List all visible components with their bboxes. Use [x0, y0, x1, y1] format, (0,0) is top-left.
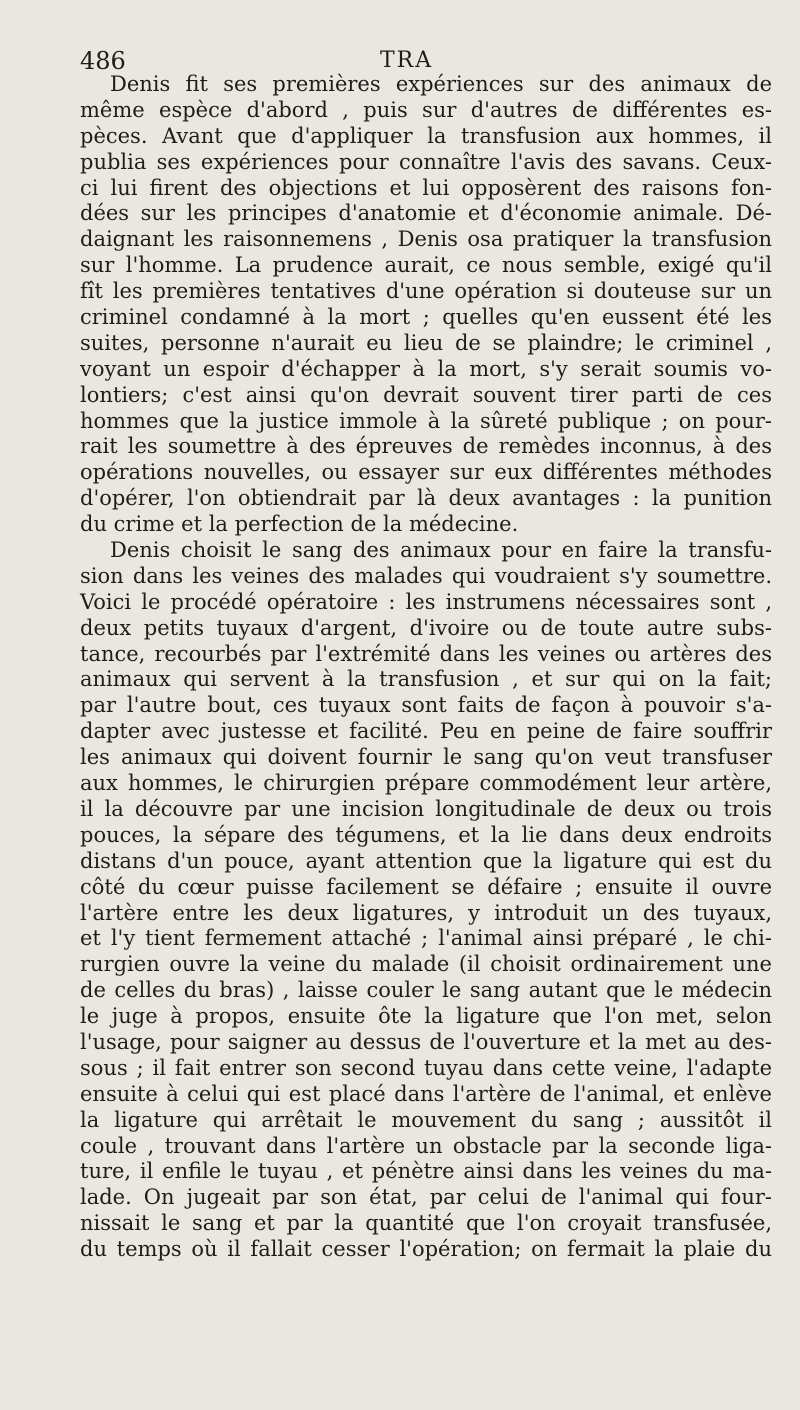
text-line: rait les soumettre à des épreuves de remèdes inconnus, à des [80, 434, 772, 459]
text-line: nissait le sang et par la quantité que l'on croyait transfusée, [80, 1211, 772, 1236]
text-line: lade. On jugeait par son état, par celui de l'animal qui four- [80, 1185, 772, 1210]
text-line: sur l'homme. La prudence aurait, ce nous semble, exigé qu'il [80, 253, 772, 278]
text-line: l'usage, pour saigner au dessus de l'ouverture et la met au des- [80, 1029, 772, 1054]
text-line: sion dans les veines des malades qui voudraient s'y soumettre. [80, 563, 772, 588]
text-line: du temps où il fallait cesser l'opération; on fermait la plaie du [80, 1237, 772, 1262]
text-line: de celles du bras) , laisse couler le sang autant que le médecin [80, 978, 772, 1003]
text-line: aux hommes, le chirurgien prépare commodément leur artère, [80, 771, 772, 796]
text-line: il la découvre par une incision longitudinale de deux ou trois [80, 796, 772, 821]
text-line: pèces. Avant que d'appliquer la transfusion aux hommes, il [80, 123, 772, 148]
text-line: et l'y tient fermement attaché ; l'animal ainsi préparé , le chi- [80, 926, 772, 951]
paragraph-1 [80, 72, 772, 538]
text-line: même espèce d'abord , puis sur d'autres de différentes es- [80, 97, 772, 122]
text-line: fît les premières tentatives d'une opération si douteuse sur un [80, 279, 772, 304]
text-line: suites, personne n'aurait eu lieu de se plaindre; le criminel , [80, 330, 772, 355]
text-line: pouces, la sépare des tégumens, et la lie dans deux endroits [80, 822, 772, 847]
text-line: deux petits tuyaux d'argent, d'ivoire ou de toute autre subs- [80, 615, 772, 640]
text-line: voyant un espoir d'échapper à la mort, s'y serait soumis vo- [80, 356, 772, 381]
text-line: sous ; il fait entrer son second tuyau dans cette veine, l'adapte [80, 1055, 772, 1080]
text-line: la ligature qui arrêtait le mouvement du sang ; aussitôt il [80, 1107, 772, 1132]
body-text [80, 72, 772, 1263]
running-title: TRA [380, 48, 434, 73]
page-number: 486 [80, 47, 126, 75]
text-line: dapter avec justesse et facilité. Peu en peine de faire souffrir [80, 719, 772, 744]
text-line: ture, il enfile le tuyau , et pénètre ainsi dans les veines du ma- [80, 1159, 772, 1184]
text-line: dées sur les principes d'anatomie et d'économie animale. Dé- [80, 201, 772, 226]
text-line: Denis choisit le sang des animaux pour en faire la transfu- [110, 538, 772, 563]
text-line: Denis fit ses premières expériences sur des animaux de [110, 72, 772, 96]
text-line: lontiers; c'est ainsi qu'on devrait souvent tirer parti de ces [80, 382, 772, 407]
text-line: côté du cœur puisse facilement se défaire ; ensuite il ouvre [80, 874, 772, 899]
text-line: les animaux qui doivent fournir le sang qu'on veut transfuser [80, 745, 772, 770]
text-line: d'opérer, l'on obtiendrait par là deux avantages : la punition [80, 486, 772, 511]
text-line: ci lui firent des objections et lui opposèrent des raisons fon- [80, 175, 772, 200]
text-line: le juge à propos, ensuite ôte la ligature que l'on met, selon [80, 1004, 772, 1029]
text-line: distans d'un pouce, ayant attention que la ligature qui est du [80, 848, 772, 873]
text-line: coule , trouvant dans l'artère un obstacle par la seconde liga- [80, 1133, 772, 1158]
text-line: du crime et la perfection de la médecine. [80, 512, 519, 537]
text-line: ensuite à celui qui est placé dans l'artère de l'animal, et enlève [80, 1081, 772, 1106]
text-line: l'artère entre les deux ligatures, y introduit un des tuyaux, [80, 900, 772, 925]
text-line: tance, recourbés par l'extrémité dans les veines ou artères des [80, 641, 772, 666]
text-line: criminel condamné à la mort ; quelles qu'en eussent été les [80, 305, 772, 330]
text-line: publia ses expériences pour connaître l'avis des savans. Ceux- [80, 149, 772, 174]
text-line: daignant les raisonnemens , Denis osa pratiquer la transfusion [80, 227, 772, 252]
text-line: rurgien ouvre la veine du malade (il choisit ordinairement une [80, 952, 772, 977]
text-line: hommes que la justice immole à la sûreté publique ; on pour- [80, 408, 772, 433]
text-line: par l'autre bout, ces tuyaux sont faits de façon à pouvoir s'a- [80, 693, 772, 718]
text-line: animaux qui servent à la transfusion , et sur qui on la fait; [80, 667, 772, 692]
text-line: opérations nouvelles, ou essayer sur eux différentes méthodes [80, 460, 772, 485]
paragraph-2 [80, 538, 772, 1263]
text-line: Voici le procédé opératoire : les instrumens nécessaires sont , [80, 589, 772, 614]
